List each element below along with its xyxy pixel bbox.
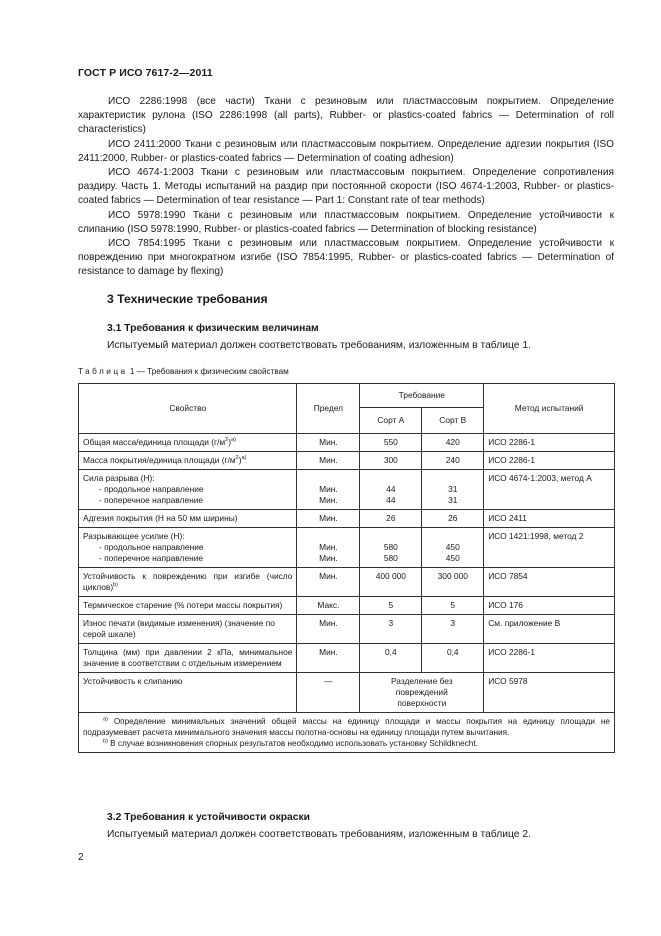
normative-references: [78, 95, 614, 280]
row-grade-b: 0,4: [422, 644, 484, 673]
subsection-3-2-title: 3.2 Требования к устойчивости окраски: [107, 812, 310, 823]
table-row: [79, 470, 615, 510]
table-caption-word: Таблица: [78, 367, 128, 376]
subsection-3-1-text: Испытуемый материал должен соответствовать требованиям, изложенным в таблице 1.: [107, 340, 531, 351]
row-grade-a: 3: [360, 615, 422, 644]
row-grade-a: 5: [360, 597, 422, 615]
row-property: Износ печати (видимые изменения) (значение по серой шкале): [79, 615, 297, 644]
table-row: [79, 528, 615, 568]
row-method: ИСО 2286-1: [484, 434, 615, 452]
header-method: Метод испытаний: [484, 384, 615, 434]
footnote-a: $^{а)}$ Определение минимальных значений общей массы на единицу площади и массы покрытия на единицу площади не подразумевает расчета минимального значения массы полотна-основы на единицу площади путем вычитания.: [83, 716, 610, 737]
table-1: [78, 383, 615, 753]
row-method: ИСО 5978: [484, 673, 615, 713]
row-limit: Мин.: [297, 510, 360, 528]
row-method: ИСО 2286-1: [484, 452, 615, 470]
table-row: [79, 673, 615, 713]
row-method: ИСО 2411: [484, 510, 615, 528]
subsection-3-1-title: 3.1 Требования к физическим величинам: [107, 323, 319, 334]
row-grade-b: 5: [422, 597, 484, 615]
row-grade-b: 420: [422, 434, 484, 452]
row-grade-a: 26: [360, 510, 422, 528]
row-grade-b: 240: [422, 452, 484, 470]
table-header-row: [79, 384, 615, 408]
row-limit: Мин.: [297, 568, 360, 597]
table-row: [79, 615, 615, 644]
subsection-3-2-text: Испытуемый материал должен соответствовать требованиям, изложенным в таблице 2.: [107, 829, 531, 840]
row-property: Адгезия покрытия (Н на 50 мм ширины): [79, 510, 297, 528]
row-limit: Мин.: [297, 434, 360, 452]
table-notes: [79, 713, 615, 753]
row-grade-b: 3: [422, 615, 484, 644]
row-property: Термическое старение (% потери массы покрытия): [79, 597, 297, 615]
row-method: ИСО 2286-1: [484, 644, 615, 673]
row-method: ИСО 4674-1:2003, метод А: [484, 470, 615, 510]
document-header: ГОСТ Р ИСО 7617-2—2011: [78, 67, 213, 79]
table-row: [79, 568, 615, 597]
row-grade-b: 450 450: [422, 528, 484, 568]
row-grade-a: 400 000: [360, 568, 422, 597]
table-row: [79, 510, 615, 528]
row-grade-a: 580 580: [360, 528, 422, 568]
row-method: ИСО 176: [484, 597, 615, 615]
reference-item: ИСО 2286:1998 (все части) Ткани с резиновым или пластмассовым покрытием. Определение характеристик рулона (ISO 2286:1998 (all parts), Rubber- or plastics-coated fabrics — Determination of roll characteristics): [78, 96, 614, 136]
reference-item: ИСО 4674-1:2003 Ткани с резиновым или пластмассовым покрытием. Определение сопротивления раздиру. Часть 1. Методы испытаний на раздир при постоянной скорости (ISO 4674-1:2003, Rubber- or plastics-coated fabrics — Determination of tear resistance — Part 1: Constant rate of tear methods): [78, 167, 614, 207]
reference-item: ИСО 5978:1990 Ткани с резиновым или пластмассовым покрытием. Определение устойчивости к слипанию (ISO 5978:1990, Rubber- or plastics-coated fabrics — Determination of blocking resistance): [78, 209, 614, 235]
row-method: См. приложение В: [484, 615, 615, 644]
header-property: Свойство: [79, 384, 297, 434]
row-grade-b: 300 000: [422, 568, 484, 597]
row-grade-ab: Разделение без повреждений поверхности: [360, 673, 484, 713]
reference-item: ИСО 7854:1995 Ткани с резиновым или пластмассовым покрытием. Определение устойчивости к повреждению при многократном изгибе (ISO 7854:1995, Rubber- or plastics-coated fabrics — Determination of resistance to damage by flexing): [78, 238, 614, 278]
row-limit: Мин.: [297, 452, 360, 470]
row-grade-a: 550: [360, 434, 422, 452]
row-property: Устойчивость к слипанию: [79, 673, 297, 713]
row-property: Разрывающее усилие (Н): - продольное направление - поперечное направление: [79, 528, 297, 568]
row-method: ИСО 7854: [484, 568, 615, 597]
row-property: Сила разрыва (Н): - продольное направление - поперечное направление: [79, 470, 297, 510]
row-limit: Мин. Мин.: [297, 470, 360, 510]
table-row: [79, 434, 615, 452]
section-3-title: 3 Технические требования: [107, 292, 268, 306]
row-limit: Мин.: [297, 644, 360, 673]
header-grade-b: Сорт В: [422, 408, 484, 434]
row-limit: —: [297, 673, 360, 713]
row-property: Устойчивость к повреждению при изгибе (число циклов)$^{b)}$: [79, 568, 297, 597]
row-limit: Мин.: [297, 615, 360, 644]
row-limit: Макс.: [297, 597, 360, 615]
row-method: ИСО 1421:1998, метод 2: [484, 528, 615, 568]
table-row: [79, 452, 615, 470]
row-grade-a: 300: [360, 452, 422, 470]
table-notes-row: [79, 713, 615, 753]
row-property: Общая масса/единица площади $(г/м^2)^{а)}$: [79, 434, 297, 452]
row-property: Масса покрытия/единица площади $(г/м^2)^{а)}$: [79, 452, 297, 470]
header-grade-a: Сорт А: [360, 408, 422, 434]
reference-item: ИСО 2411:2000 Ткани с резиновым или пластмассовым покрытием. Определение адгезии покрытия (ISO 2411:2000, Rubber- or plastics-coated fabrics — Determination of coating adhesion): [78, 138, 614, 164]
table-row: [79, 644, 615, 673]
row-grade-b: 31 31: [422, 470, 484, 510]
row-limit: Мин. Мин.: [297, 528, 360, 568]
row-grade-b: 26: [422, 510, 484, 528]
row-property: Толщина (мм) при давлении 2 кПа, минимальное значение в соответствии с отдельным измерением: [79, 644, 297, 673]
row-grade-a: 0,4: [360, 644, 422, 673]
page-number: 2: [78, 852, 84, 863]
table-row: [79, 597, 615, 615]
header-limit: Предел: [297, 384, 360, 434]
table-1-caption: [78, 367, 289, 376]
table-caption-text: 1 — Требования к физическим свойствам: [127, 367, 289, 376]
footnote-b: $^{b)}$ В случае возникновения спорных результатов необходимо использовать установку Schildknecht.: [103, 738, 478, 748]
header-requirement: Требование: [360, 384, 484, 408]
row-grade-a: 44 44: [360, 470, 422, 510]
